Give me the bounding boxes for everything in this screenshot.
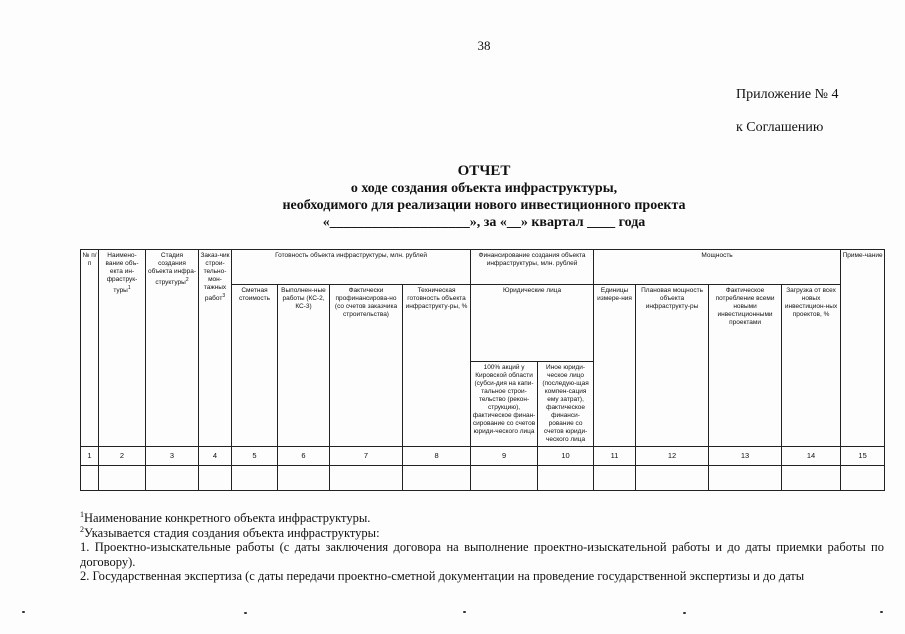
title-line-2: о ходе создания объекта инфраструктуры, (350, 181, 618, 196)
empty-cell (199, 466, 232, 491)
header-object-name: Наимено-вание объ-екта ин-фраструк-туры$^1$ (99, 250, 146, 447)
empty-cell (709, 466, 782, 491)
empty-cell (403, 466, 471, 491)
header-completed-works: Выполнен-ные работы (КС-2, КС-3) (278, 285, 330, 447)
col-number: 6 (278, 447, 330, 466)
header-stage: Стадия создания объекта инфра-структуры$^2$ (146, 250, 199, 447)
scan-speck (22, 611, 25, 613)
header-row-1 (81, 250, 885, 285)
col-number: 1 (81, 447, 99, 466)
empty-cell (146, 466, 199, 491)
footnote-2: $^2$Указывается стадия создания объекта инфраструктуры: (80, 524, 380, 540)
col-number: 11 (594, 447, 636, 466)
header-financing: Финансирование создания объекта инфраструктуры, млн. рублей (471, 250, 594, 285)
title-line-4: «____________________», за «__» квартал ____ года (322, 215, 646, 230)
col-number: 7 (330, 447, 403, 466)
header-load: Загрузка от всех новых инвестицион-ных проектов, % (782, 285, 841, 447)
footnote-1: $^1$Наименование конкретного объекта инфраструктуры. (80, 509, 371, 525)
empty-cell (594, 466, 636, 491)
scan-speck (463, 611, 466, 613)
col-number: 14 (782, 447, 841, 466)
empty-cell (538, 466, 594, 491)
col-number: 10 (538, 447, 594, 466)
appendix-label: Приложение № 4 (736, 87, 839, 102)
header-client: Заказ-чик строи-тельно-мон-тажных работ$^3$ (199, 250, 232, 447)
col-number: 3 (146, 447, 199, 466)
empty-cell (81, 466, 99, 491)
header-actual-prefinanced: Фактически профинансирова-но (со счетов заказчика строительства) (330, 285, 403, 447)
header-units: Единицы измере-ния (594, 285, 636, 447)
header-estimate: Сметная стоимость (232, 285, 278, 447)
column-number-row (81, 447, 885, 466)
report-table (80, 249, 885, 491)
header-other-legal-entity: Иное юриди-ческое лицо (последую-щая компен-сация ему затрат), фактическое финанси-рование со счетов юриди-ческого лица (538, 362, 594, 447)
title-line-1: ОТЧЕТ (457, 163, 511, 179)
header-actual-consumption: Фактическое потребление всеми новыми инвестиционными проектами (709, 285, 782, 447)
col-number: 9 (471, 447, 538, 466)
header-kirov-region: 100% акций у Кировской области (субси-дия на капи-тальное строи-тельство (рекон-струкцию), фактическое финан-сирование со счетов юриди-ческого лица (471, 362, 538, 447)
header-legal-entities: Юридические лица (471, 285, 594, 362)
page-number: 38 (477, 38, 491, 53)
scan-speck (880, 611, 883, 613)
col-number: 15 (841, 447, 885, 466)
col-number: 13 (709, 447, 782, 466)
col-number: 5 (232, 447, 278, 466)
empty-cell (471, 466, 538, 491)
empty-cell (782, 466, 841, 491)
header-num: № п/п (81, 250, 99, 447)
header-readiness: Готовность объекта инфраструктуры, млн. рублей (232, 250, 471, 285)
col-number: 8 (403, 447, 471, 466)
scan-speck (683, 612, 686, 614)
col-number: 4 (199, 447, 232, 466)
scan-speck (244, 612, 247, 614)
empty-cell (278, 466, 330, 491)
header-note: Приме-чание (841, 250, 885, 447)
footnote-stage-1: 1. Проектно-изыскательные работы (с даты заключения договора на выполнение проектно-изыскательной работы и до даты приемки работы по договору). (80, 540, 884, 569)
header-planned-capacity: Плановая мощность объекта инфраструкту-ры (636, 285, 709, 447)
empty-cell (636, 466, 709, 491)
footnote-stage-2: 2. Государственная экспертиза (с даты передачи проектно-сметной документации на проведение государственной экспертизы и до даты (80, 569, 805, 583)
agreement-label: к Соглашению (736, 120, 824, 135)
col-number: 2 (99, 447, 146, 466)
empty-cell (232, 466, 278, 491)
empty-data-row (81, 466, 885, 491)
footnotes (80, 511, 884, 584)
header-capacity: Мощность (594, 250, 841, 285)
header-technical-readiness: Техническая готовность объекта инфраструкту-ры, % (403, 285, 471, 447)
empty-cell (330, 466, 403, 491)
report-title (0, 163, 905, 231)
title-line-3: необходимого для реализации нового инвестиционного проекта (282, 198, 686, 213)
empty-cell (841, 466, 885, 491)
empty-cell (99, 466, 146, 491)
col-number: 12 (636, 447, 709, 466)
